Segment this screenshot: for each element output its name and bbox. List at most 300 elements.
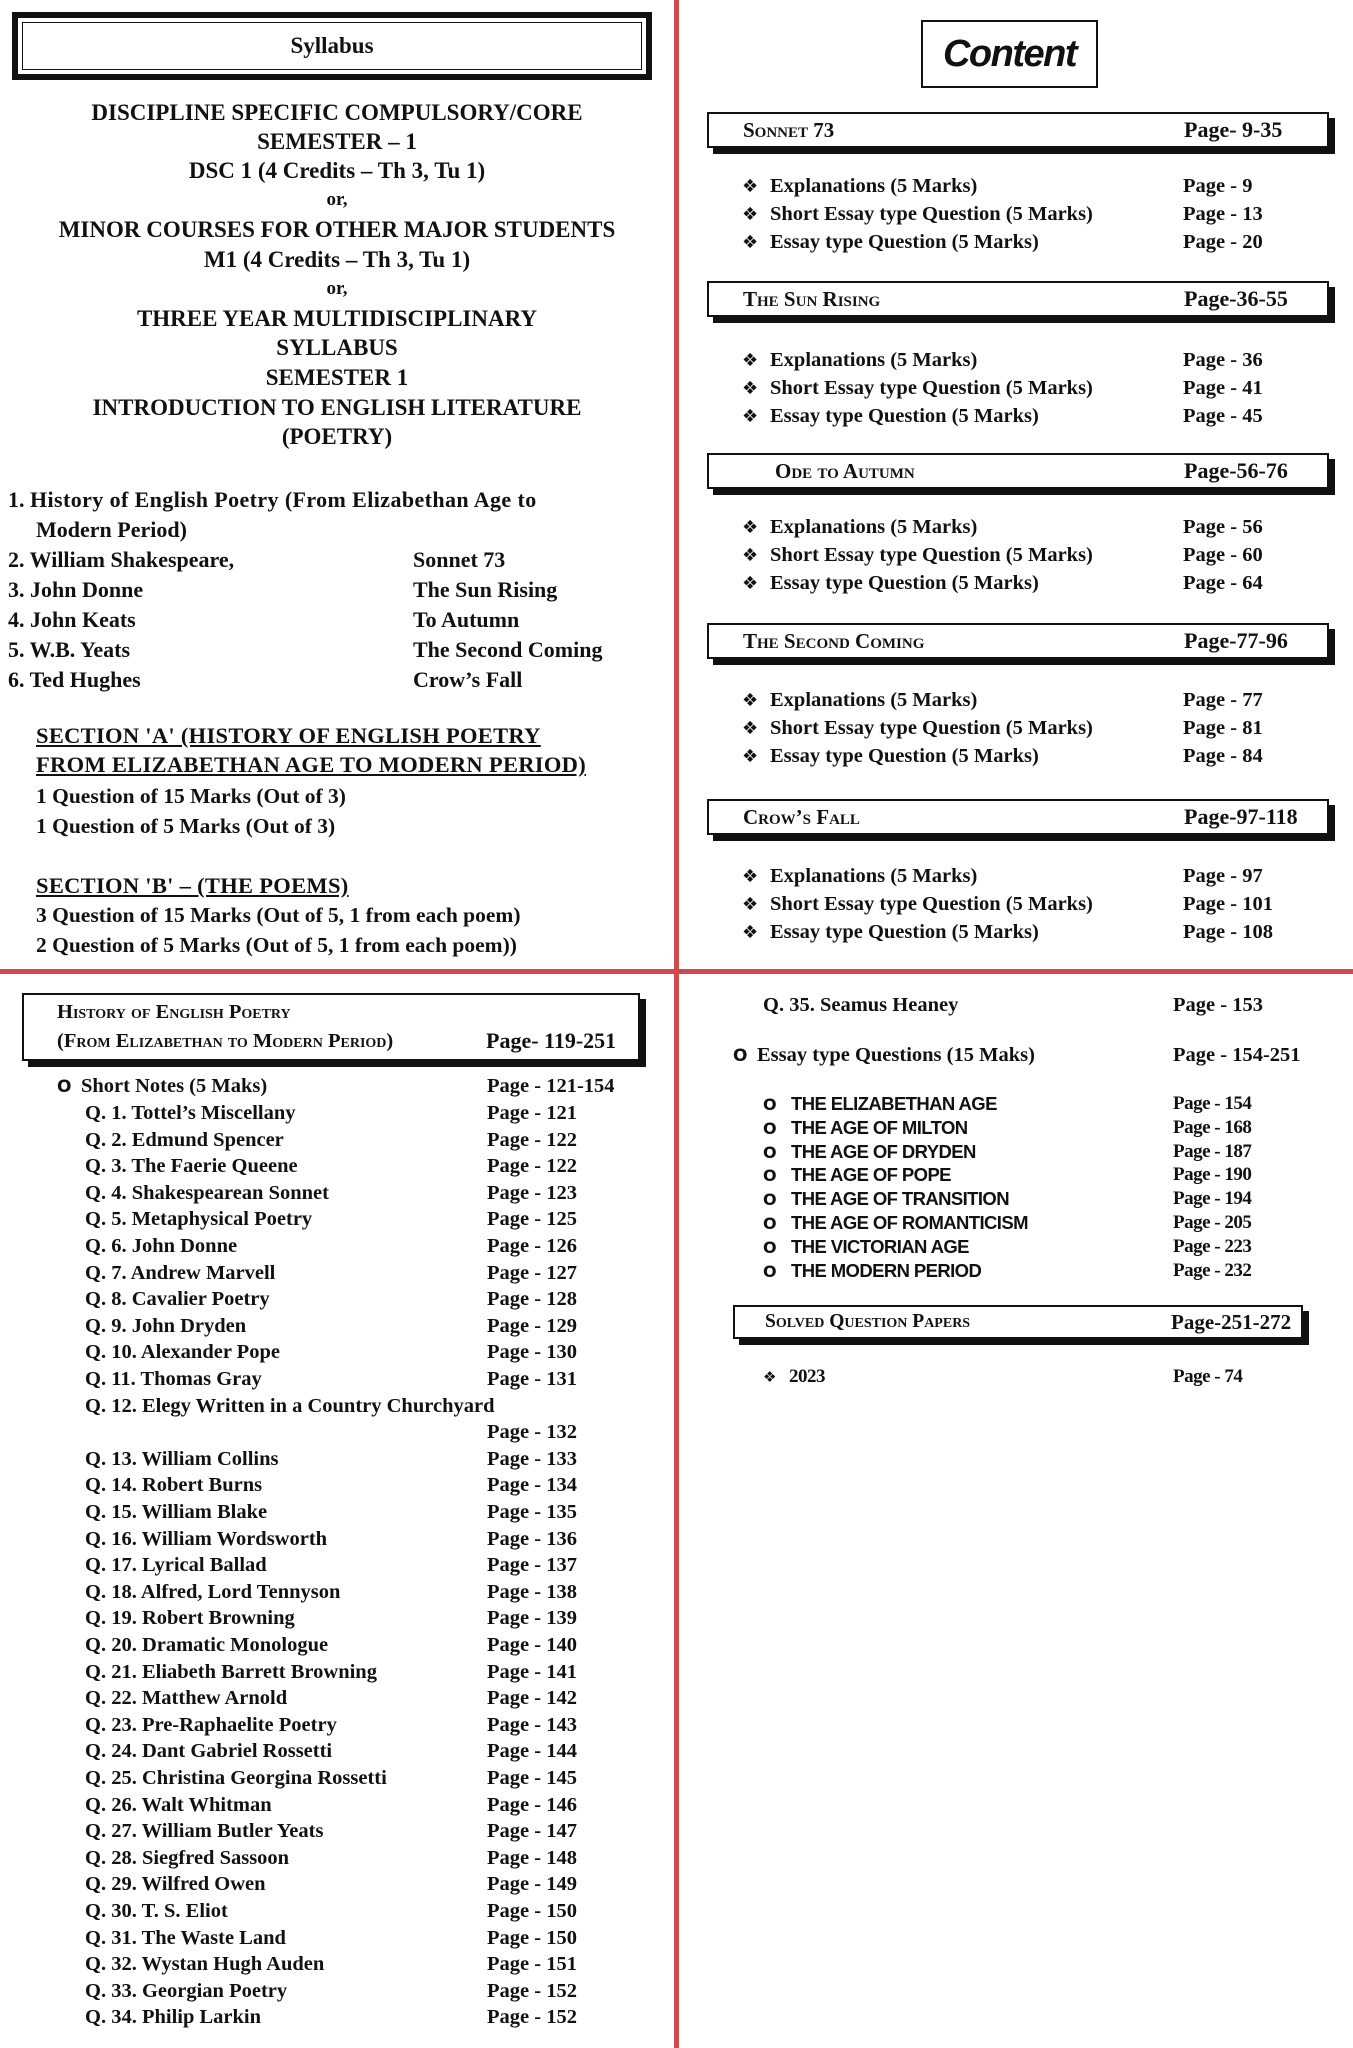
age-page: Page - 187 bbox=[1173, 1140, 1252, 1162]
topic-name: John Keats bbox=[30, 607, 136, 632]
syllabus-header-line: (POETRY) bbox=[281, 424, 393, 449]
question-label bbox=[85, 1339, 280, 1365]
question-label bbox=[85, 1472, 262, 1498]
age-page: Page - 190 bbox=[1173, 1164, 1252, 1186]
diamond-bullet-icon: ❖ bbox=[742, 176, 759, 197]
content-item-label: Essay type Question (5 Marks) bbox=[770, 745, 1039, 767]
question-number: Q. 15. bbox=[85, 1501, 137, 1523]
content-section-header bbox=[707, 112, 1329, 148]
circle-bullet-icon: O bbox=[763, 1214, 777, 1233]
question-page: Page - 136 bbox=[487, 1527, 577, 1550]
question-page: Page - 137 bbox=[487, 1554, 577, 1577]
age-row bbox=[763, 1211, 1028, 1236]
question-page: Page - 126 bbox=[487, 1235, 577, 1257]
content-item-page: Page - 20 bbox=[1183, 231, 1263, 253]
circle-bullet-icon: O bbox=[57, 1077, 72, 1097]
content-item bbox=[742, 686, 977, 715]
topic-number: 4. bbox=[8, 607, 25, 632]
topic-poem: The Sun Rising bbox=[413, 577, 558, 602]
question-title: Matthew Arnold bbox=[141, 1687, 288, 1710]
syllabus-header-line: MINOR COURSES FOR OTHER MAJOR STUDENTS bbox=[58, 217, 616, 242]
question-number: Q. 18. bbox=[85, 1580, 137, 1603]
question-title: The Faerie Queene bbox=[131, 1155, 298, 1178]
question-page: Page - 132 bbox=[487, 1421, 577, 1444]
section-title: Ode to Autumn bbox=[775, 459, 915, 483]
diamond-bullet-icon: ❖ bbox=[763, 1368, 776, 1386]
syllabus-header-line: or, bbox=[326, 278, 348, 299]
diamond-bullet-icon: ❖ bbox=[742, 204, 759, 225]
question-number: Q. 25. bbox=[85, 1767, 137, 1789]
question-page: Page - 147 bbox=[487, 1820, 577, 1843]
question-title: T. S. Eliot bbox=[141, 1900, 228, 1922]
age-label: THE AGE OF POPE bbox=[791, 1164, 951, 1186]
section-b-line: 2 Question of 5 Marks (Out of 5, 1 from each poem)) bbox=[36, 933, 517, 957]
question-page: Page - 128 bbox=[487, 1288, 577, 1311]
topic-number: 6. bbox=[8, 667, 25, 692]
topic-number: 3. bbox=[8, 577, 25, 602]
question-title: William Wordsworth bbox=[141, 1527, 328, 1550]
question-number: Q. 33. bbox=[85, 1979, 137, 2002]
history-section-header bbox=[22, 993, 640, 1061]
question-label bbox=[85, 1792, 272, 1818]
diamond-bullet-icon: ❖ bbox=[742, 517, 759, 538]
content-item bbox=[742, 890, 1093, 919]
syllabus-header-line: SEMESTER 1 bbox=[265, 365, 409, 390]
diamond-bullet-icon: ❖ bbox=[742, 545, 759, 566]
question-page: Page - 130 bbox=[487, 1341, 577, 1364]
content-item-page: Page - 60 bbox=[1183, 544, 1263, 566]
diamond-bullet-icon: ❖ bbox=[742, 866, 759, 887]
content-section-header bbox=[707, 799, 1329, 835]
content-item bbox=[742, 742, 1039, 771]
essay-label: Essay type Questions (15 Maks) bbox=[757, 1044, 1035, 1066]
question-page: Page - 121 bbox=[487, 1102, 577, 1124]
question-label bbox=[85, 1180, 329, 1206]
question-title: William Butler Yeats bbox=[141, 1820, 324, 1843]
question-number: Q. 29. bbox=[85, 1873, 137, 1896]
question-title: Seamus Heaney bbox=[819, 994, 959, 1016]
question-title: Andrew Marvell bbox=[130, 1261, 276, 1284]
content-item-label: Short Essay type Question (5 Marks) bbox=[770, 203, 1093, 225]
topic-name: W.B. Yeats bbox=[29, 637, 131, 662]
age-label: THE AGE OF DRYDEN bbox=[791, 1140, 976, 1162]
question-page: Page - 131 bbox=[487, 1368, 577, 1390]
age-page: Page - 232 bbox=[1173, 1259, 1252, 1281]
diamond-bullet-icon: ❖ bbox=[742, 718, 759, 739]
question-page: Page - 142 bbox=[487, 1687, 577, 1710]
question-page: Page - 134 bbox=[487, 1474, 577, 1497]
topic-poem: To Autumn bbox=[413, 607, 520, 632]
content-item-page: Page - 101 bbox=[1183, 893, 1273, 915]
diamond-bullet-icon: ❖ bbox=[742, 690, 759, 711]
content-item-label: Short Essay type Question (5 Marks) bbox=[770, 377, 1093, 399]
question-number: Q. 23. bbox=[85, 1713, 137, 1736]
question-number: Q. 12. bbox=[85, 1394, 137, 1417]
content-item-page: Page - 77 bbox=[1183, 689, 1263, 711]
circle-bullet-icon: O bbox=[763, 1237, 777, 1257]
question-number: Q. 9. bbox=[85, 1314, 127, 1337]
topic-row bbox=[8, 665, 141, 695]
question-title: Philip Larkin bbox=[141, 2006, 262, 2029]
topic-row bbox=[8, 575, 143, 605]
question-page: Page - 122 bbox=[487, 1128, 577, 1151]
question-page: Page - 145 bbox=[487, 1767, 577, 1789]
essay-page: Page - 154-251 bbox=[1173, 1044, 1301, 1066]
short-notes-page: Page - 121-154 bbox=[487, 1075, 615, 1097]
age-page: Page - 194 bbox=[1173, 1188, 1252, 1210]
content-item bbox=[742, 862, 977, 891]
section-title: Sonnet 73 bbox=[743, 118, 835, 142]
section-pages: Page- 9-35 bbox=[1184, 117, 1283, 142]
question-title: Lyrical Ballad bbox=[141, 1554, 267, 1577]
content-item-page: Page - 64 bbox=[1183, 572, 1263, 594]
age-page: Page - 223 bbox=[1173, 1235, 1252, 1257]
question-title: Metaphysical Poetry bbox=[131, 1208, 313, 1231]
question-label bbox=[85, 1845, 289, 1871]
question-title: Tottel’s Miscellany bbox=[131, 1102, 296, 1124]
circle-bullet-icon: O bbox=[763, 1142, 777, 1162]
question-label bbox=[85, 1446, 278, 1472]
content-item-label: Essay type Question (5 Marks) bbox=[770, 921, 1039, 943]
question-number: Q. 26. bbox=[85, 1793, 137, 1816]
question-title: Robert Browning bbox=[141, 1607, 295, 1630]
question-title: Elegy Written in a Country Churchyard bbox=[141, 1394, 495, 1417]
question-page: Page - 150 bbox=[487, 1900, 577, 1922]
content-item-label: Short Essay type Question (5 Marks) bbox=[770, 544, 1093, 566]
age-label: THE MODERN PERIOD bbox=[791, 1259, 982, 1281]
topic-row bbox=[8, 635, 130, 665]
question-page: Page - 123 bbox=[487, 1181, 577, 1204]
solved-papers-pages: Page-251-272 bbox=[1171, 1310, 1292, 1334]
content-item-page: Page - 108 bbox=[1183, 921, 1273, 943]
question-number: Q. 22. bbox=[85, 1687, 137, 1710]
question-number: Q. 19. bbox=[85, 1607, 137, 1630]
age-label: THE AGE OF MILTON bbox=[791, 1116, 968, 1138]
question-label bbox=[85, 1659, 377, 1685]
content-item-label: Explanations (5 Marks) bbox=[770, 689, 978, 711]
question-page: Page - 127 bbox=[487, 1261, 577, 1284]
history-title-line1: History of English Poetry bbox=[57, 1001, 291, 1023]
syllabus-header-line: M1 (4 Credits – Th 3, Tu 1) bbox=[203, 247, 471, 272]
question-page: Page - 151 bbox=[487, 1953, 577, 1976]
content-item-label: Explanations (5 Marks) bbox=[770, 865, 978, 887]
topic-name: John Donne bbox=[30, 577, 144, 602]
question-title: Alfred, Lord Tennyson bbox=[140, 1580, 341, 1603]
topic-name: History of English Poetry (From Elizabethan Age to bbox=[30, 487, 537, 512]
question-label bbox=[85, 1100, 296, 1126]
question-number: Q. 16. bbox=[85, 1527, 137, 1550]
syllabus-title-box bbox=[12, 12, 652, 80]
question-number: Q. 10. bbox=[85, 1341, 137, 1364]
question-number: Q. 34. bbox=[85, 2006, 137, 2029]
syllabus-header-line: DISCIPLINE SPECIFIC COMPULSORY/CORE bbox=[91, 100, 583, 125]
question-title: Wystan Hugh Auden bbox=[141, 1953, 325, 1976]
section-pages: Page-97-118 bbox=[1184, 804, 1298, 829]
essay-row bbox=[733, 1042, 1035, 1069]
section-title: Crow’s Fall bbox=[743, 805, 860, 829]
question-label bbox=[85, 1127, 284, 1153]
content-item-label: Short Essay type Question (5 Marks) bbox=[770, 893, 1093, 915]
question-title: The Waste Land bbox=[141, 1926, 286, 1949]
question-title: Robert Burns bbox=[141, 1474, 263, 1497]
content-item bbox=[742, 172, 977, 201]
age-row bbox=[763, 1259, 981, 1284]
question-page: Page - 122 bbox=[487, 1155, 577, 1178]
content-item-page: Page - 84 bbox=[1183, 745, 1263, 767]
question-label bbox=[85, 1685, 287, 1711]
circle-bullet-icon: O bbox=[733, 1046, 748, 1066]
content-item-label: Explanations (5 Marks) bbox=[770, 175, 978, 197]
question-page: Page - 140 bbox=[487, 1634, 577, 1656]
question-page: Page - 141 bbox=[487, 1660, 577, 1683]
diamond-bullet-icon: ❖ bbox=[742, 378, 759, 399]
question-number: Q. 14. bbox=[85, 1474, 137, 1497]
quadrant-divider-horizontal bbox=[0, 969, 1353, 974]
content-item-page: Page - 41 bbox=[1183, 377, 1263, 399]
content-item bbox=[742, 714, 1093, 743]
question-title: Shakespearean Sonnet bbox=[131, 1181, 329, 1204]
circle-bullet-icon: O bbox=[763, 1190, 777, 1210]
content-item-label: Essay type Question (5 Marks) bbox=[770, 405, 1039, 427]
question-page: Page - 152 bbox=[487, 1979, 577, 2002]
question-label bbox=[85, 2004, 261, 2030]
solved-paper-year: 2023 bbox=[789, 1366, 825, 1387]
question-page: Page - 125 bbox=[487, 1208, 577, 1231]
question-number: Q. 4. bbox=[85, 1181, 127, 1204]
age-row bbox=[763, 1092, 997, 1117]
syllabus-header-line: or, bbox=[326, 189, 348, 210]
content-item bbox=[742, 918, 1039, 947]
question-label bbox=[85, 1233, 237, 1259]
question-number: Q. 30. bbox=[85, 1900, 137, 1922]
diamond-bullet-icon: ❖ bbox=[742, 894, 759, 915]
question-number: Q. 13. bbox=[85, 1447, 137, 1470]
syllabus-header-line: SEMESTER – 1 bbox=[257, 129, 417, 154]
content-item-page: Page - 13 bbox=[1183, 203, 1263, 225]
question-page: Page - 133 bbox=[487, 1447, 577, 1470]
content-item-label: Explanations (5 Marks) bbox=[770, 516, 978, 538]
question-number: Q. 21. bbox=[85, 1660, 137, 1683]
question-page: Page - 149 bbox=[487, 1873, 577, 1896]
diamond-bullet-icon: ❖ bbox=[742, 746, 759, 767]
question-page: Page - 152 bbox=[487, 2006, 577, 2029]
question-title: Eliabeth Barrett Browning bbox=[141, 1660, 377, 1683]
question-label bbox=[85, 1818, 323, 1844]
question-number: Q. 32. bbox=[85, 1953, 137, 1976]
topic-name-continued: Modern Period) bbox=[36, 517, 187, 542]
content-item-page: Page - 56 bbox=[1183, 516, 1263, 538]
content-section-header bbox=[707, 281, 1329, 317]
question-number: Q. 1. bbox=[85, 1102, 127, 1124]
content-item-page: Page - 97 bbox=[1183, 865, 1263, 887]
content-item-page: Page - 81 bbox=[1183, 717, 1263, 739]
question-label bbox=[85, 1871, 266, 1897]
content-item-page: Page - 9 bbox=[1183, 175, 1253, 197]
question-page: Page - 139 bbox=[487, 1607, 577, 1630]
topic-name: William Shakespeare, bbox=[29, 547, 235, 572]
age-page: Page - 168 bbox=[1173, 1116, 1252, 1138]
quadrant-divider-vertical bbox=[674, 0, 679, 2048]
question-title: John Donne bbox=[131, 1235, 238, 1257]
question-label bbox=[85, 1898, 228, 1924]
question-title: Cavalier Poetry bbox=[131, 1288, 270, 1311]
age-row bbox=[763, 1235, 969, 1260]
question-label bbox=[85, 1605, 295, 1631]
question-title: Walt Whitman bbox=[141, 1793, 272, 1816]
topic-row bbox=[8, 545, 234, 575]
question-title: Wilfred Owen bbox=[141, 1873, 266, 1896]
question-number: Q. 20. bbox=[85, 1634, 137, 1656]
question-label bbox=[85, 1499, 267, 1525]
question-page: Page - 153 bbox=[1173, 994, 1263, 1016]
question-label bbox=[85, 1206, 312, 1232]
diamond-bullet-icon: ❖ bbox=[742, 406, 759, 427]
content-section-header bbox=[707, 453, 1329, 489]
age-page: Page - 154 bbox=[1173, 1093, 1252, 1114]
section-title: The Sun Rising bbox=[743, 287, 881, 311]
section-title: The Second Coming bbox=[743, 629, 925, 653]
question-row-label bbox=[763, 992, 958, 1018]
question-number: Q. 11. bbox=[85, 1368, 136, 1390]
question-page: Page - 144 bbox=[487, 1740, 577, 1763]
topic-number: 2. bbox=[8, 547, 25, 572]
question-number: Q. 31. bbox=[85, 1926, 137, 1949]
section-pages: Page-56-76 bbox=[1184, 458, 1288, 483]
topic-poem: Sonnet 73 bbox=[413, 547, 506, 572]
syllabus-header-line: THREE YEAR MULTIDISCIPLINARY bbox=[136, 306, 538, 331]
question-title: William Blake bbox=[141, 1501, 268, 1523]
section-pages: Page-77-96 bbox=[1184, 628, 1288, 653]
solved-paper-page: Page - 74 bbox=[1173, 1366, 1243, 1387]
content-item-label: Essay type Question (5 Marks) bbox=[770, 231, 1039, 253]
question-title: Siegfred Sassoon bbox=[141, 1846, 290, 1869]
section-b-heading: SECTION 'B' – (THE POEMS) bbox=[36, 873, 349, 898]
content-item bbox=[742, 569, 1039, 598]
question-label bbox=[85, 1313, 246, 1339]
section-a-heading: FROM ELIZABETHAN AGE TO MODERN PERIOD) bbox=[36, 752, 587, 777]
circle-bullet-icon: O bbox=[763, 1261, 777, 1281]
question-title: Edmund Spencer bbox=[131, 1128, 284, 1151]
question-title: Alexander Pope bbox=[140, 1341, 280, 1364]
question-page: Page - 148 bbox=[487, 1846, 577, 1869]
content-section-header bbox=[707, 623, 1329, 659]
diamond-bullet-icon: ❖ bbox=[742, 922, 759, 943]
solved-papers-text bbox=[733, 1305, 1303, 1339]
topic-number: 1. bbox=[8, 487, 25, 512]
question-number: Q. 28. bbox=[85, 1846, 137, 1869]
short-notes-label: Short Notes (5 Maks) bbox=[81, 1075, 268, 1097]
age-label: THE AGE OF TRANSITION bbox=[791, 1188, 1009, 1210]
question-label bbox=[85, 1925, 286, 1951]
history-pages: Page- 119-251 bbox=[486, 1028, 617, 1053]
question-page: Page - 150 bbox=[487, 1926, 577, 1949]
content-item-page: Page - 36 bbox=[1183, 349, 1263, 371]
syllabus-header-line: INTRODUCTION TO ENGLISH LITERATURE bbox=[92, 395, 582, 420]
section-pages: Page-36-55 bbox=[1184, 286, 1288, 311]
content-item bbox=[742, 346, 977, 375]
question-number: Q. 35. bbox=[763, 994, 815, 1016]
history-title-line2: (From Elizabethan to Modern Period) bbox=[57, 1030, 394, 1052]
question-label bbox=[85, 1552, 267, 1578]
solved-papers-title: Solved Question Papers bbox=[765, 1311, 971, 1332]
question-page: Page - 138 bbox=[487, 1580, 577, 1603]
question-title: Dramatic Monologue bbox=[141, 1634, 329, 1656]
question-label bbox=[85, 1951, 324, 1977]
question-label bbox=[85, 1765, 387, 1791]
circle-bullet-icon: O bbox=[763, 1095, 777, 1114]
question-number: Q. 24. bbox=[85, 1740, 137, 1763]
circle-bullet-icon: O bbox=[763, 1166, 777, 1186]
question-label bbox=[85, 1579, 340, 1605]
section-a-heading: SECTION 'A' (HISTORY OF ENGLISH POETRY bbox=[36, 723, 541, 748]
section-a-line: 1 Question of 5 Marks (Out of 3) bbox=[36, 814, 336, 838]
topic-poem: The Second Coming bbox=[413, 637, 603, 662]
syllabus-header-line: SYLLABUS bbox=[276, 335, 398, 360]
question-number: Q. 8. bbox=[85, 1288, 127, 1311]
topic-row bbox=[8, 605, 136, 635]
question-label bbox=[85, 1738, 332, 1764]
question-number: Q. 2. bbox=[85, 1128, 127, 1151]
section-a-line: 1 Question of 15 Marks (Out of 3) bbox=[36, 784, 346, 808]
content-item-page: Page - 45 bbox=[1183, 405, 1263, 427]
content-item-label: Explanations (5 Marks) bbox=[770, 349, 978, 371]
question-number: Q. 27. bbox=[85, 1820, 137, 1843]
question-page: Page - 135 bbox=[487, 1501, 577, 1523]
question-label bbox=[85, 1526, 327, 1552]
short-notes-label-wrap bbox=[57, 1073, 267, 1100]
question-title: Georgian Poetry bbox=[141, 1979, 288, 2002]
syllabus-title: Syllabus bbox=[22, 22, 642, 70]
question-label bbox=[85, 1286, 270, 1312]
content-item bbox=[742, 228, 1039, 257]
diamond-bullet-icon: ❖ bbox=[742, 350, 759, 371]
content-item bbox=[742, 374, 1093, 403]
topic-poem: Crow’s Fall bbox=[413, 667, 523, 692]
content-item-label: Short Essay type Question (5 Marks) bbox=[770, 717, 1093, 739]
question-number: Q. 3. bbox=[85, 1155, 127, 1178]
age-page: Page - 205 bbox=[1173, 1212, 1252, 1233]
content-item bbox=[742, 402, 1039, 431]
question-title: John Dryden bbox=[131, 1314, 247, 1337]
question-label bbox=[85, 1366, 262, 1392]
syllabus-header-line: DSC 1 (4 Credits – Th 3, Tu 1) bbox=[188, 158, 486, 183]
question-label bbox=[85, 1260, 275, 1286]
question-title: Pre-Raphaelite Poetry bbox=[141, 1713, 337, 1736]
content-title: Content bbox=[921, 20, 1098, 88]
question-number: Q. 6. bbox=[85, 1235, 127, 1257]
question-title: Dant Gabriel Rossetti bbox=[141, 1740, 333, 1763]
content-item bbox=[742, 200, 1093, 229]
topic-name: Ted Hughes bbox=[29, 667, 141, 692]
age-label: THE ELIZABETHAN AGE bbox=[791, 1093, 997, 1114]
section-b-line: 3 Question of 15 Marks (Out of 5, 1 from each poem) bbox=[36, 903, 521, 927]
question-title: Thomas Gray bbox=[140, 1368, 262, 1390]
age-row bbox=[763, 1163, 951, 1188]
question-label bbox=[85, 1978, 287, 2004]
age-label: THE VICTORIAN AGE bbox=[791, 1235, 969, 1257]
question-label bbox=[85, 1632, 328, 1658]
topic-number: 5. bbox=[8, 637, 25, 662]
diamond-bullet-icon: ❖ bbox=[742, 573, 759, 594]
question-title: Christina Georgina Rossetti bbox=[141, 1767, 387, 1789]
question-page: Page - 143 bbox=[487, 1713, 577, 1736]
question-label bbox=[85, 1393, 494, 1419]
solved-paper-item bbox=[763, 1364, 825, 1390]
content-item bbox=[742, 541, 1093, 570]
question-page: Page - 129 bbox=[487, 1314, 577, 1337]
age-row bbox=[763, 1140, 976, 1165]
age-row bbox=[763, 1187, 1009, 1212]
